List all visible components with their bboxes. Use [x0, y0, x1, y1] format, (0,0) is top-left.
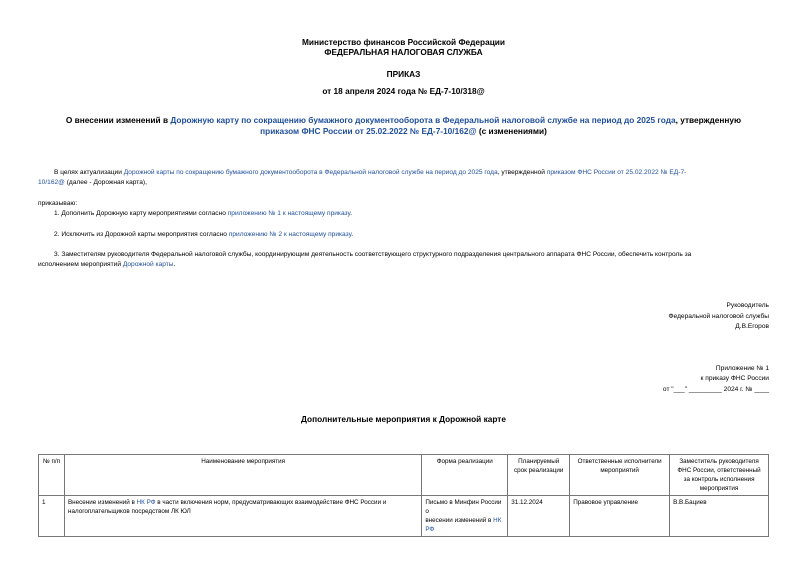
item-3-line-2: [38, 259, 175, 270]
row-form-line-1: Письмо в Минфин России о: [425, 499, 502, 515]
preamble-line-1: [54, 167, 769, 178]
signature-role-2: Федеральной налоговой службы: [668, 313, 769, 320]
item-3-end: .: [173, 261, 176, 268]
doc-title: [0, 115, 807, 137]
item-1: [54, 208, 352, 219]
doc-type: ПРИКАЗ: [386, 69, 421, 79]
row-num: 1: [39, 496, 65, 537]
preamble-post: (далее - Дорожная карта),: [64, 179, 147, 186]
term-header-1: Планируемый: [518, 458, 560, 465]
measures-table: [38, 454, 769, 537]
title-mid: , утвержденную: [675, 115, 742, 125]
doc-date-number: от 18 апреля 2024 года № ЕД-7-10/318@: [322, 86, 485, 96]
appendix-label: Приложение № 1: [715, 365, 769, 372]
exec-header-2: мероприятий: [600, 467, 639, 474]
deputy-header-2: ФНС России, ответственный: [677, 467, 761, 474]
roadmap-link-2[interactable]: Дорожной карты: [122, 261, 174, 268]
roadmap-link[interactable]: Дорожную карту по сокращению бумажного документооборота в Федеральной налоговой службе на период до 2025 года: [170, 115, 676, 125]
preamble-roadmap-link[interactable]: Дорожной карты по сокращению бумажного документооборота в Федеральной налоговой службе на период до 2025 года: [123, 169, 498, 176]
preamble-line-2: [38, 177, 147, 188]
row-deputy: В.В.Бациев: [670, 496, 769, 537]
row-term: 31.12.2024: [508, 496, 570, 537]
service-name: ФЕДЕРАЛЬНАЯ НАЛОГОВАЯ СЛУЖБА: [324, 47, 483, 57]
preamble-order-link-cont[interactable]: 10/162@: [38, 179, 65, 186]
appendix-heading: Дополнительные мероприятия к Дорожной карте: [301, 414, 506, 424]
form-nk-link[interactable]: НК: [493, 517, 502, 524]
row-exec: Правовое управление: [570, 496, 670, 537]
appendix-ref: к приказу ФНС России: [700, 375, 769, 382]
appendix-1-link[interactable]: приложению № 1 к настоящему приказу: [227, 210, 351, 217]
signature-name: Д.В.Егоров: [735, 323, 769, 330]
item-1-text: 1. Дополнить Дорожную карту мероприятиями согласно: [54, 210, 228, 217]
table-row: [39, 496, 769, 537]
deputy-header-3: за контроль исполнения: [683, 476, 755, 483]
table-header-row: [39, 455, 769, 496]
row-form-pre: внесении изменений в: [425, 517, 494, 524]
item-1-end: .: [350, 210, 352, 217]
col-header-name: Наименование мероприятия: [64, 455, 421, 496]
row-name-pre: Внесение изменений в: [67, 499, 137, 506]
item-3-line-1: 3. Заместителям руководителя Федеральной налоговой службы, координирующим деятельность соответствующего структурного подразделения центрального аппарата ФНС России, обеспечить контроль за: [54, 251, 692, 258]
item-2-text: 2. Исключить из Дорожной карты мероприятия согласно: [54, 231, 229, 238]
row-name: [64, 496, 421, 537]
row-name-post: в части включения норм, предусматривающих взаимодействие ФНС России и: [155, 499, 387, 506]
title-post: (с изменениями): [476, 126, 547, 136]
item-3-text: исполнением мероприятий: [38, 261, 123, 268]
preamble-pre: В целях актуализации: [54, 169, 124, 176]
nk-rf-link[interactable]: НК РФ: [136, 499, 156, 506]
deputy-header-1: Заместитель руководителя: [679, 458, 759, 465]
item-2-end: .: [351, 231, 354, 238]
appendix-date: от "___" _________ 2024 г. № ____: [662, 386, 769, 393]
preamble-mid: , утвержденной: [497, 169, 547, 176]
exec-header-1: Ответственные исполнители: [577, 458, 662, 465]
item-2: [54, 229, 353, 240]
deputy-header-4: мероприятия: [699, 485, 739, 492]
ministry-name: Министерство финансов Российской Федерации: [301, 37, 506, 47]
signature-role-1: Руководитель: [726, 302, 769, 309]
title-pre: О внесении изменений в: [65, 115, 171, 125]
appendix-2-link[interactable]: приложению № 2 к настоящему приказу: [228, 231, 352, 238]
row-name-line-2: налогоплательщиков посредством ЛК ЮЛ: [67, 508, 191, 515]
form-rf-link[interactable]: РФ: [425, 526, 435, 533]
row-form: [422, 496, 508, 537]
col-header-term: [508, 455, 570, 496]
col-header-deputy: [670, 455, 769, 496]
col-header-form: Форма реализации: [422, 455, 508, 496]
preamble-order-link[interactable]: приказом ФНС России от 25.02.2022 № ЕД-7-: [546, 169, 687, 176]
col-header-exec: [570, 455, 670, 496]
order-word: приказываю:: [38, 200, 78, 207]
term-header-2: срок реализации: [514, 467, 564, 474]
order-162-link[interactable]: приказом ФНС России от 25.02.2022 № ЕД-7-10/162@: [260, 126, 477, 136]
col-header-num: № п/п: [39, 455, 65, 496]
